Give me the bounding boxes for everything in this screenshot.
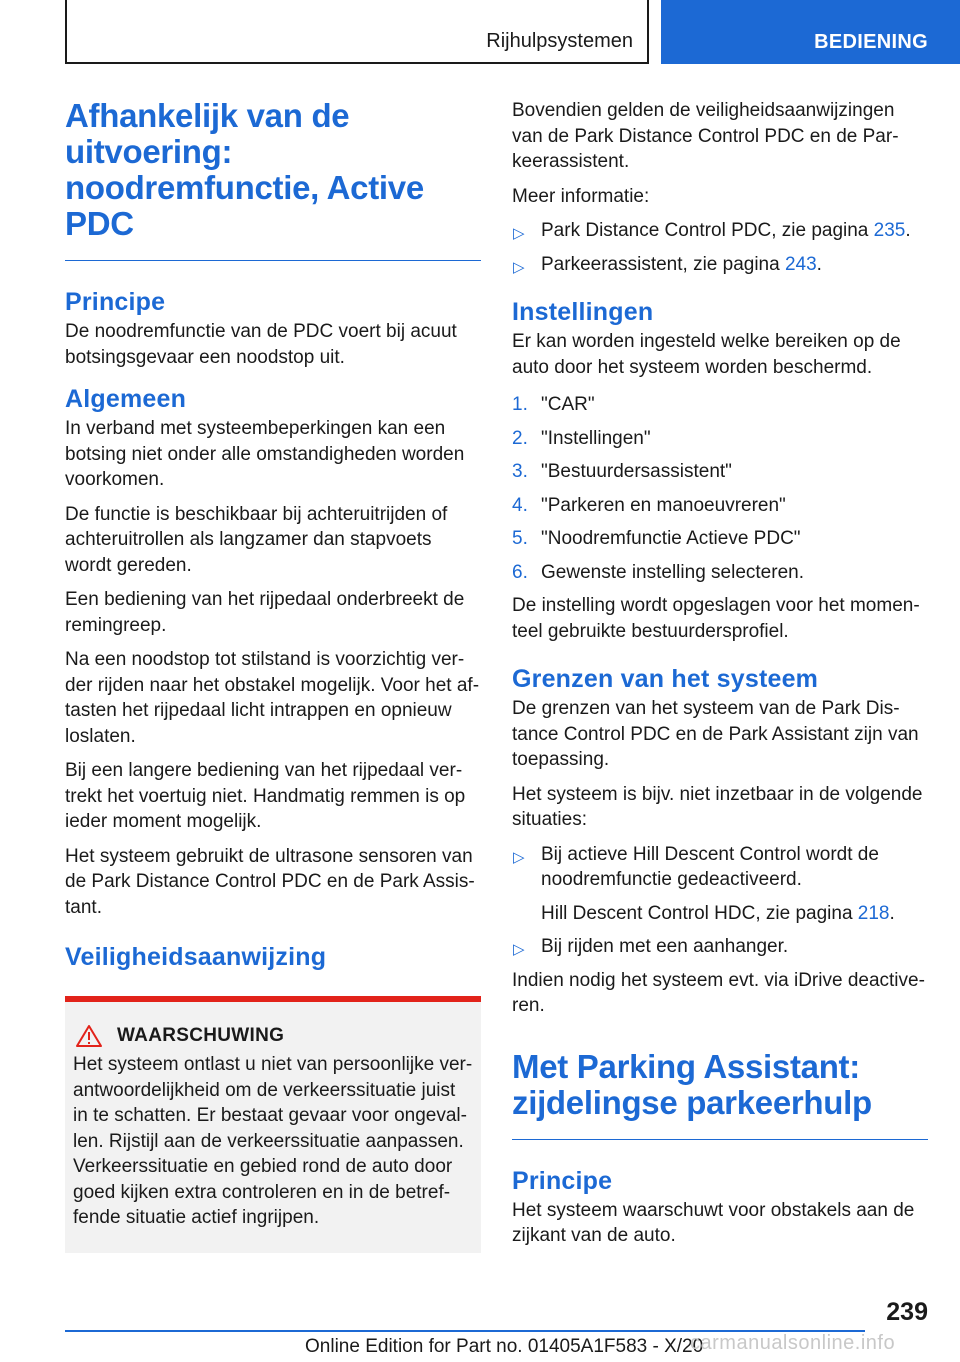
algemeen-paragraph: De functie is beschikbaar bij achteruitrijden of achteruitrollen als langzamer dan stapvoets wordt gereden.	[65, 503, 448, 576]
reference-text: Parkeerassistent, zie pagina	[541, 253, 785, 275]
reference-text: Park Distance Control PDC, zie pagina	[541, 220, 874, 241]
step-item	[512, 426, 928, 452]
grenzen-subline	[541, 901, 928, 927]
bullet-triangle-icon: ▷	[513, 941, 525, 958]
header-section-tab	[65, 0, 649, 64]
algemeen-section	[65, 384, 481, 920]
right-column	[512, 98, 928, 1258]
grenzen-item	[512, 934, 928, 960]
instellingen-after: De instelling wordt opgeslagen voor het momenteel gebruikte bestuurdersprofiel.	[512, 595, 920, 642]
algemeen-paragraph: Na een noodstop tot stilstand is voorzichtig verder rijden naar het obstakel mogelijk. Voor het aftasten het rijpedaal licht intrappen en opnieuw loslaten.	[65, 649, 480, 747]
step-text: "Parkeren en manoeuvreren"	[541, 494, 786, 516]
grenzen-item-text: Bij rijden met een aanhanger.	[541, 936, 789, 957]
algemeen-paragraph: Een bediening van het rijpedaal onderbreekt de remingreep.	[65, 589, 465, 636]
page-link[interactable]: 218	[857, 902, 890, 924]
grenzen-text: De grenzen van het systeem van de Park Distance Control PDC en de Park Assistant zijn van toepassing.	[512, 698, 919, 770]
parking-assistant-section	[512, 1049, 928, 1249]
step-text: "CAR"	[541, 394, 595, 415]
instellingen-text: Er kan worden ingesteld welke bereiken op de auto door het systeem worden beschermd.	[512, 331, 901, 378]
reference-end: .	[816, 253, 822, 275]
section-title: Rijhulpsystemen	[486, 30, 633, 52]
grenzen-section	[512, 664, 928, 1019]
algemeen-paragraph: Het systeem gebruikt de ultrasone sensoren van de Park Distance Control PDC en de Park Assistant.	[65, 845, 475, 918]
grenzen-after: Indien nodig het systeem evt. via iDrive deactiveren.	[512, 969, 925, 1016]
veiligheid-heading: Veiligheidsaanwijzing	[65, 943, 327, 971]
bullet-triangle-icon: ▷	[513, 225, 525, 242]
second-title-rule	[512, 1139, 928, 1140]
grenzen-text: Het systeem is bijv. niet inzetbaar in de volgende situaties:	[512, 783, 923, 830]
watermark: carmanualsonline.info	[690, 1332, 896, 1354]
step-item	[512, 493, 928, 519]
warning-title: WAARSCHUWING	[117, 1025, 285, 1046]
step-text: "Instellingen"	[541, 427, 651, 449]
reference-list	[512, 218, 928, 277]
instellingen-section	[512, 297, 928, 644]
grenzen-item-text: Bij actieve Hill Descent Control wordt de noodremfunctie gedeactiveerd.	[541, 843, 879, 890]
step-item	[512, 392, 928, 418]
reference-item	[512, 252, 928, 278]
principe-text: De noodremfunctie van de PDC voert bij acuut botsingsgevaar een noodstop uit.	[65, 321, 457, 368]
page-footer	[0, 1290, 960, 1362]
warning-triangle-icon	[75, 1024, 103, 1048]
grenzen-item	[512, 842, 928, 927]
grenzen-sub-text: Hill Descent Control HDC, zie pagina	[541, 902, 858, 924]
step-item	[512, 560, 928, 586]
principe2-heading: Principe	[512, 1166, 613, 1195]
main-title: Afhankelijk van de uitvoering: noodremfunctie, Active PDC	[65, 97, 424, 242]
page-header	[0, 0, 960, 66]
step-text: Gewenste instelling selecteren.	[541, 561, 804, 583]
algemeen-heading: Algemeen	[65, 385, 187, 413]
chapter-title: BEDIENING	[814, 31, 928, 53]
veiligheid-section	[65, 942, 481, 1253]
instellingen-heading: Instellingen	[512, 298, 654, 326]
step-number: 6.	[512, 561, 528, 583]
grenzen-heading: Grenzen van het systeem	[512, 665, 819, 693]
bullet-triangle-icon: ▷	[513, 258, 525, 276]
algemeen-paragraph: Bij een langere bediening van het rijpedaal vertrekt het voertuig niet. Handmatig remmen is op ieder moment mogelijk.	[65, 760, 466, 832]
page-link[interactable]: 235	[873, 220, 906, 241]
algemeen-paragraph: In verband met systeembeperkingen kan een botsing niet onder alle omstandigheden worden voorkomen.	[65, 418, 465, 490]
step-item	[512, 459, 928, 485]
edition-text: Online Edition for Part no. 01405A1F583 - X/20	[305, 1336, 704, 1357]
bullet-triangle-icon: ▷	[513, 848, 525, 866]
step-item	[512, 526, 928, 552]
step-text: "Noodremfunctie Actieve PDC"	[541, 528, 801, 549]
warning-header	[73, 1024, 473, 1048]
step-number: 1.	[512, 394, 528, 415]
grenzen-list	[512, 842, 928, 960]
step-number: 4.	[512, 494, 528, 516]
principe-heading: Principe	[65, 288, 166, 316]
step-number: 3.	[512, 461, 528, 482]
grenzen-sub-end: .	[889, 902, 895, 924]
step-number: 2.	[512, 427, 528, 449]
reference-end: .	[905, 220, 911, 241]
page-number: 239	[886, 1298, 928, 1326]
intro-text: Bovendien gelden de veiligheidsaanwijzingen van de Park Distance Control PDC en de Parkeerassistent.	[512, 100, 899, 172]
principe-section	[65, 287, 481, 370]
page-link[interactable]: 243	[784, 253, 817, 275]
steps-list	[512, 392, 928, 585]
header-chapter-tab	[661, 0, 960, 64]
reference-item	[512, 218, 928, 244]
step-text: "Bestuurdersassistent"	[541, 461, 732, 482]
left-column	[65, 98, 481, 1253]
second-title: Met Parking Assistant: zijdelingse parkeerhulp	[512, 1047, 872, 1121]
principe2-text: Het systeem waarschuwt voor obstakels aan de zijkant van de auto.	[512, 1199, 915, 1246]
step-number: 5.	[512, 528, 528, 549]
warning-box	[65, 996, 481, 1253]
title-rule	[65, 260, 481, 261]
warning-text: Het systeem ontlast u niet van persoonlijke verantwoordelijkheid om de verkeerssituatie juist in te schatten. Er bestaat gevaar voor ongevallen. Rijstijl aan de verkeerssituatie aanpassen. Verkeerssituatie en gebied rond de auto door goed kijken extra controleren en in de betreffende situatie actief ingrijpen.	[73, 1054, 473, 1228]
more-info-label: Meer informatie:	[512, 185, 650, 207]
